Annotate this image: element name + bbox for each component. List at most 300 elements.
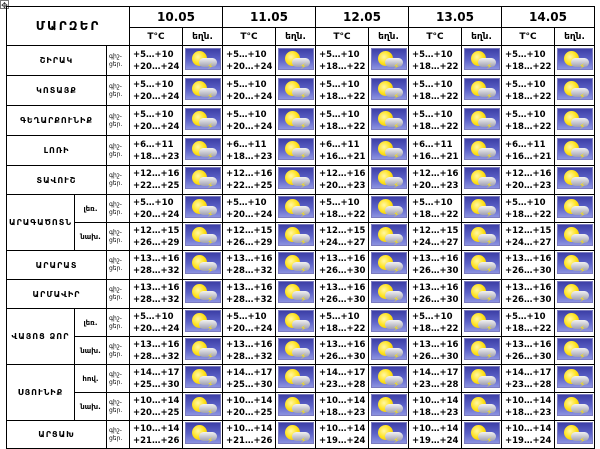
weather-column-header: եղն. (276, 28, 316, 46)
lightning-icon: ⚡ (207, 351, 214, 361)
sun-cloud-lightning-icon (557, 196, 593, 218)
lightning-icon: ⚡ (486, 91, 493, 101)
day-temperature: +18…+22 (412, 91, 459, 102)
night-temperature: +12…+16 (226, 169, 273, 179)
night-temperature: +5…+10 (226, 311, 267, 322)
sun-cloud-lightning-icon (185, 281, 221, 303)
weather-cell (183, 309, 223, 337)
day-label: ցեր. (109, 150, 123, 158)
lightning-icon: ⚡ (207, 181, 214, 190)
weather-cell (369, 280, 409, 309)
lightning-icon: ⚡ (300, 266, 307, 275)
day-temperature: +18…+22 (319, 209, 366, 220)
day-temperature: +20…+24 (226, 209, 273, 220)
sun-cloud-lightning-icon (557, 252, 593, 274)
night-label: գիշ- (109, 398, 122, 406)
night-temperature: +14…+17 (226, 367, 273, 378)
temperature-cell (130, 421, 183, 449)
temperature-cell (130, 106, 183, 136)
night-temperature: +5…+10 (319, 311, 360, 322)
night-temperature: +13…+16 (319, 283, 366, 293)
sun-cloud-lightning-icon (278, 48, 314, 70)
night-temperature: +13…+16 (226, 283, 273, 293)
day-night-label (107, 46, 130, 76)
lightning-icon: ⚡ (207, 151, 214, 161)
temperature-cell (316, 251, 369, 280)
weather-cell (276, 337, 316, 365)
weather-cell (183, 136, 223, 166)
sun-cloud-lightning-icon (185, 48, 221, 70)
day-label: ցեր. (109, 434, 123, 442)
lightning-icon: ⚡ (300, 435, 307, 445)
night-temperature: +13…+16 (412, 339, 459, 350)
sun-cloud-lightning-icon (278, 252, 314, 274)
subregion-label: լեռ. (75, 309, 107, 337)
sun-cloud-lightning-icon (464, 422, 500, 444)
night-temperature: +14…+17 (319, 367, 366, 378)
weather-cell (462, 280, 502, 309)
weather-cell (369, 393, 409, 421)
day-temperature: +18…+22 (319, 121, 366, 132)
lightning-icon: ⚡ (207, 295, 214, 304)
temperature-cell (502, 251, 555, 280)
lightning-icon: ⚡ (300, 209, 307, 219)
day-temperature: +20…+25 (133, 407, 180, 418)
sun-cloud-lightning-icon (278, 422, 314, 444)
day-night-label (107, 136, 130, 166)
night-temperature: +13…+16 (226, 254, 273, 264)
temperature-cell (130, 251, 183, 280)
temperature-cell (223, 280, 276, 309)
weather-cell (555, 280, 595, 309)
temperature-cell (316, 393, 369, 421)
sun-cloud-lightning-icon (185, 138, 221, 160)
sun-cloud-lightning-icon (185, 224, 221, 246)
day-night-label (107, 223, 130, 251)
lightning-icon: ⚡ (300, 121, 307, 131)
sun-cloud-lightning-icon (371, 366, 407, 388)
sun-cloud-lightning-icon (557, 48, 593, 70)
day-temperature: +26…+30 (505, 351, 552, 362)
night-temperature: +5…+10 (133, 197, 174, 208)
lightning-icon: ⚡ (579, 237, 586, 247)
table-row (7, 365, 595, 393)
lightning-icon: ⚡ (579, 266, 586, 275)
day-label: ցեր. (109, 406, 123, 414)
day-temperature: +24…+27 (319, 237, 366, 248)
day-temperature: +20…+24 (133, 323, 180, 334)
lightning-icon: ⚡ (393, 379, 400, 389)
lightning-icon: ⚡ (486, 295, 493, 304)
weather-cell (276, 166, 316, 195)
day-temperature: +18…+22 (505, 323, 552, 334)
lightning-icon: ⚡ (579, 379, 586, 389)
weather-cell (462, 223, 502, 251)
lightning-icon: ⚡ (486, 435, 493, 445)
subregion-label: նախ. (75, 223, 107, 251)
weather-cell (369, 309, 409, 337)
weather-cell (555, 309, 595, 337)
day-temperature: +25…+30 (133, 379, 180, 390)
lightning-icon: ⚡ (579, 435, 586, 445)
night-temperature: +13…+16 (505, 283, 552, 293)
night-temperature: +14…+17 (412, 367, 459, 378)
region-name: ԿՈՏԱՅՔ (7, 76, 107, 106)
lightning-icon: ⚡ (300, 407, 307, 417)
weather-cell (276, 421, 316, 449)
day-temperature: +26…+30 (319, 266, 366, 276)
day-temperature: +28…+32 (133, 351, 180, 362)
regions-header: ՄԱՐԶԵՐ (7, 7, 130, 46)
night-temperature: +13…+16 (319, 339, 366, 350)
date-header: 10.05 (130, 7, 223, 28)
night-temperature: +13…+16 (412, 254, 459, 264)
weather-cell (369, 337, 409, 365)
temperature-cell (409, 309, 462, 337)
day-temperature: +26…+30 (412, 295, 459, 305)
lightning-icon: ⚡ (486, 61, 493, 71)
temperature-cell (130, 166, 183, 195)
day-night-label (107, 166, 130, 195)
lightning-icon: ⚡ (207, 323, 214, 333)
lightning-icon: ⚡ (393, 323, 400, 333)
night-temperature: +6…+11 (412, 139, 453, 150)
night-temperature: +5…+10 (226, 197, 267, 208)
night-temperature: +10…+14 (133, 423, 180, 434)
day-temperature: +20…+23 (412, 181, 459, 191)
night-temperature: +13…+16 (133, 254, 180, 264)
weather-cell (369, 166, 409, 195)
sun-cloud-lightning-icon (557, 422, 593, 444)
night-label: գիշ- (109, 142, 122, 150)
night-label: գիշ- (109, 52, 122, 60)
night-temperature: +10…+14 (412, 423, 459, 434)
weather-forecast-table (6, 6, 595, 449)
subregion-label: նախ. (75, 337, 107, 365)
sun-cloud-lightning-icon (185, 338, 221, 360)
weather-cell (183, 337, 223, 365)
night-temperature: +12…+16 (133, 169, 180, 179)
lightning-icon: ⚡ (579, 151, 586, 161)
lightning-icon: ⚡ (579, 181, 586, 190)
sun-cloud-lightning-icon (557, 224, 593, 246)
weather-cell (462, 76, 502, 106)
temperature-cell (130, 309, 183, 337)
day-night-label (107, 421, 130, 449)
day-temperature: +19…+24 (505, 435, 552, 446)
weather-cell (555, 393, 595, 421)
lightning-icon: ⚡ (486, 209, 493, 219)
night-temperature: +5…+10 (412, 49, 453, 60)
day-temperature: +20…+24 (133, 91, 180, 102)
temperature-cell (409, 365, 462, 393)
sun-cloud-lightning-icon (464, 48, 500, 70)
temperature-cell (223, 309, 276, 337)
sun-cloud-lightning-icon (557, 167, 593, 189)
day-temperature: +23…+28 (412, 379, 459, 390)
temperature-cell (316, 365, 369, 393)
temperature-cell (502, 106, 555, 136)
lightning-icon: ⚡ (300, 91, 307, 101)
temperature-cell (223, 136, 276, 166)
lightning-icon: ⚡ (579, 91, 586, 101)
day-temperature: +26…+30 (505, 295, 552, 305)
day-temperature: +26…+30 (505, 266, 552, 276)
sun-cloud-lightning-icon (278, 224, 314, 246)
day-night-label (107, 309, 130, 337)
date-header: 14.05 (502, 7, 595, 28)
temperature-cell (409, 393, 462, 421)
weather-column-header: եղն. (555, 28, 595, 46)
temperature-cell (316, 421, 369, 449)
sun-cloud-lightning-icon (371, 252, 407, 274)
lightning-icon: ⚡ (300, 351, 307, 361)
sun-cloud-lightning-icon (371, 281, 407, 303)
night-temperature: +13…+16 (226, 339, 273, 350)
temperature-cell (502, 365, 555, 393)
temperature-cell (316, 166, 369, 195)
day-night-label (107, 337, 130, 365)
night-label: գիշ- (109, 82, 122, 90)
sun-cloud-lightning-icon (278, 167, 314, 189)
temperature-cell (130, 223, 183, 251)
night-temperature: +5…+10 (133, 311, 174, 322)
weather-cell (369, 136, 409, 166)
lightning-icon: ⚡ (486, 237, 493, 247)
lightning-icon: ⚡ (393, 295, 400, 304)
day-temperature: +26…+30 (412, 266, 459, 276)
lightning-icon: ⚡ (207, 61, 214, 71)
weather-cell (183, 195, 223, 223)
day-temperature: +20…+23 (505, 181, 552, 191)
weather-cell (276, 309, 316, 337)
day-temperature: +19…+24 (412, 435, 459, 446)
table-row (7, 46, 595, 76)
sun-cloud-lightning-icon (371, 338, 407, 360)
day-temperature: +20…+24 (133, 209, 180, 220)
sun-cloud-lightning-icon (464, 167, 500, 189)
temperature-cell (316, 46, 369, 76)
region-name: ԱՐԱՐԱՏ (7, 251, 107, 280)
region-name: ՍՅՈՒՆԻՔ (7, 365, 75, 421)
day-temperature: +18…+22 (412, 121, 459, 132)
weather-cell (183, 166, 223, 195)
sun-cloud-lightning-icon (464, 366, 500, 388)
sun-cloud-lightning-icon (185, 252, 221, 274)
temperature-cell (130, 365, 183, 393)
weather-cell (276, 46, 316, 76)
temperature-cell (316, 309, 369, 337)
temperature-cell (409, 223, 462, 251)
weather-cell (462, 309, 502, 337)
temperature-cell (502, 421, 555, 449)
day-temperature: +18…+22 (505, 121, 552, 132)
night-temperature: +5…+10 (319, 197, 360, 208)
weather-cell (462, 337, 502, 365)
lightning-icon: ⚡ (393, 151, 400, 161)
night-temperature: +13…+16 (319, 254, 366, 264)
weather-cell (462, 421, 502, 449)
lightning-icon: ⚡ (207, 407, 214, 417)
night-temperature: +5…+10 (412, 197, 453, 208)
day-temperature: +20…+24 (226, 91, 273, 102)
sun-cloud-lightning-icon (464, 252, 500, 274)
day-temperature: +20…+24 (226, 121, 273, 132)
temperature-column-header: T°C (316, 28, 369, 46)
temperature-cell (223, 365, 276, 393)
temperature-cell (130, 76, 183, 106)
lightning-icon: ⚡ (207, 435, 214, 445)
night-temperature: +5…+10 (133, 109, 174, 120)
lightning-icon: ⚡ (486, 379, 493, 389)
day-temperature: +24…+27 (412, 237, 459, 248)
weather-cell (555, 76, 595, 106)
day-temperature: +22…+25 (226, 181, 273, 191)
region-name: ՎԱՅՈՑ ՁՈՐ (7, 309, 75, 365)
weather-cell (183, 106, 223, 136)
weather-cell (183, 251, 223, 280)
temperature-cell (316, 337, 369, 365)
weather-cell (462, 251, 502, 280)
lightning-icon: ⚡ (207, 379, 214, 389)
night-temperature: +14…+17 (133, 367, 180, 378)
sun-cloud-lightning-icon (557, 78, 593, 100)
weather-cell (555, 106, 595, 136)
sun-cloud-lightning-icon (464, 108, 500, 130)
lightning-icon: ⚡ (393, 435, 400, 445)
forecast-body (7, 46, 595, 449)
day-temperature: +18…+22 (319, 91, 366, 102)
subregion-label: լեռ. (75, 195, 107, 223)
lightning-icon: ⚡ (486, 151, 493, 161)
table-row (7, 166, 595, 195)
weather-column-header: եղն. (369, 28, 409, 46)
weather-cell (276, 106, 316, 136)
day-temperature: +18…+22 (505, 209, 552, 220)
night-temperature: +10…+14 (505, 423, 552, 434)
table-row (7, 223, 595, 251)
day-temperature: +20…+25 (226, 407, 273, 418)
day-temperature: +26…+30 (319, 295, 366, 305)
weather-cell (276, 223, 316, 251)
day-temperature: +18…+23 (226, 151, 273, 162)
night-temperature: +13…+16 (505, 254, 552, 264)
night-temperature: +10…+14 (226, 423, 273, 434)
sun-cloud-lightning-icon (371, 167, 407, 189)
night-label: գիշ- (109, 286, 122, 293)
subregion-label: նախ. (75, 393, 107, 421)
sun-cloud-lightning-icon (185, 366, 221, 388)
night-temperature: +6…+11 (319, 139, 360, 150)
night-temperature: +5…+10 (412, 109, 453, 120)
temperature-cell (502, 280, 555, 309)
temperature-cell (130, 136, 183, 166)
sun-cloud-lightning-icon (371, 196, 407, 218)
lightning-icon: ⚡ (393, 209, 400, 219)
lightning-icon: ⚡ (300, 379, 307, 389)
lightning-icon: ⚡ (300, 151, 307, 161)
day-night-label (107, 76, 130, 106)
night-temperature: +12…+15 (505, 225, 552, 236)
day-temperature: +24…+27 (505, 237, 552, 248)
night-temperature: +13…+16 (412, 283, 459, 293)
night-temperature: +10…+14 (133, 395, 180, 406)
night-temperature: +5…+10 (505, 197, 546, 208)
night-temperature: +12…+16 (412, 169, 459, 179)
table-move-handle[interactable]: ✥ (1, 1, 8, 10)
day-temperature: +18…+22 (319, 323, 366, 334)
region-name: ԱՐՄԱՎԻՐ (7, 280, 107, 309)
day-label: ցեր. (109, 294, 123, 301)
sun-cloud-lightning-icon (278, 338, 314, 360)
temperature-cell (316, 136, 369, 166)
weather-cell (462, 365, 502, 393)
day-temperature: +26…+29 (133, 237, 180, 248)
region-name: ՇԻՐԱԿ (7, 46, 107, 76)
region-name: ԱՐՑԱԽ (7, 421, 107, 449)
day-night-label (107, 195, 130, 223)
lightning-icon: ⚡ (393, 407, 400, 417)
lightning-icon: ⚡ (579, 407, 586, 417)
night-temperature: +5…+10 (412, 79, 453, 90)
temperature-cell (502, 195, 555, 223)
temperature-cell (409, 46, 462, 76)
lightning-icon: ⚡ (486, 181, 493, 190)
weather-cell (183, 223, 223, 251)
temperature-cell (223, 195, 276, 223)
day-label: ցեր. (109, 120, 123, 128)
temperature-cell (502, 166, 555, 195)
night-temperature: +6…+11 (226, 139, 267, 150)
sun-cloud-lightning-icon (557, 310, 593, 332)
night-temperature: +13…+16 (505, 339, 552, 350)
weather-cell (183, 46, 223, 76)
day-night-label (107, 365, 130, 393)
temperature-cell (409, 76, 462, 106)
temperature-cell (316, 106, 369, 136)
night-temperature: +5…+10 (505, 311, 546, 322)
sun-cloud-lightning-icon (278, 281, 314, 303)
day-label: ցեր. (109, 90, 123, 98)
day-temperature: +18…+23 (319, 407, 366, 418)
lightning-icon: ⚡ (486, 266, 493, 275)
night-temperature: +5…+10 (133, 79, 174, 90)
sun-cloud-lightning-icon (464, 224, 500, 246)
day-temperature: +28…+32 (226, 351, 273, 362)
day-temperature: +28…+32 (226, 266, 273, 276)
lightning-icon: ⚡ (207, 237, 214, 247)
table-row (7, 309, 595, 337)
night-temperature: +5…+10 (319, 49, 360, 60)
temperature-cell (223, 393, 276, 421)
weather-cell (183, 280, 223, 309)
night-temperature: +12…+15 (133, 225, 180, 236)
temperature-cell (409, 106, 462, 136)
night-temperature: +10…+14 (505, 395, 552, 406)
table-row (7, 76, 595, 106)
night-temperature: +12…+16 (319, 169, 366, 179)
sun-cloud-lightning-icon (371, 394, 407, 416)
sun-cloud-lightning-icon (371, 310, 407, 332)
table-row (7, 421, 595, 449)
temperature-cell (409, 136, 462, 166)
temperature-cell (502, 76, 555, 106)
weather-cell (369, 195, 409, 223)
sun-cloud-lightning-icon (371, 422, 407, 444)
lightning-icon: ⚡ (393, 181, 400, 190)
temperature-cell (502, 337, 555, 365)
temperature-column-header: T°C (130, 28, 183, 46)
